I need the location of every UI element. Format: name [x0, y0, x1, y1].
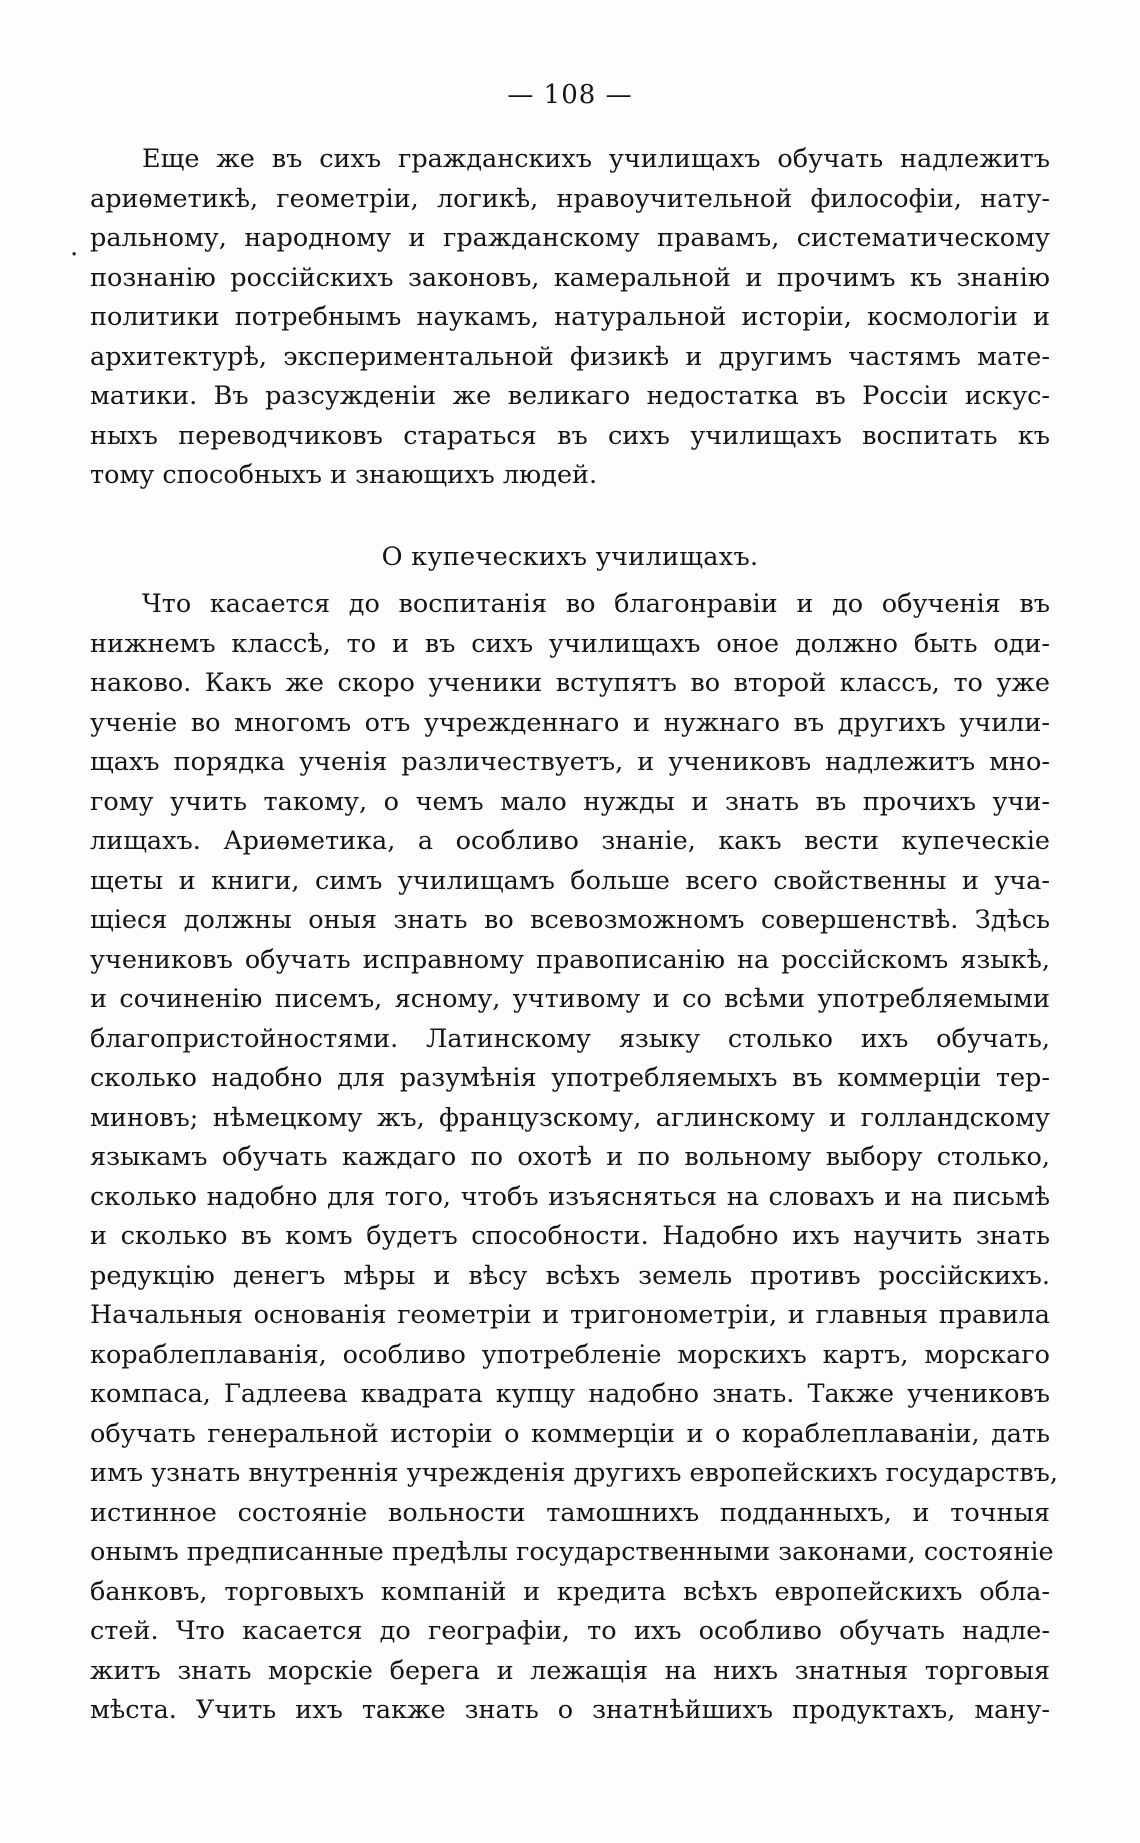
text-line: кораблеплаванія, особливо употребленіе морскихъ картъ, морскаго: [90, 1339, 1050, 1370]
text-line: нижнемъ классѣ, то и въ сихъ училищахъ оное должно быть оди-: [90, 628, 1050, 659]
paragraph-civil-schools: [90, 140, 1050, 496]
text-line: мѣста. Учить ихъ также знать о знатнѣйшихъ продуктахъ, ману-: [90, 1695, 1050, 1725]
text-line: тому способныхъ и знающихъ людей.: [90, 460, 598, 490]
text-line: Еще же въ сихъ гражданскихъ училищахъ обучать надлежитъ: [142, 144, 1050, 174]
text-line: стей. Что касается до географіи, то ихъ особливо обучать надле-: [90, 1616, 1050, 1646]
text-line: ральному, народному и гражданскому правамъ, систематическому: [90, 223, 1050, 253]
paragraph-merchant-schools: [90, 585, 1058, 1731]
text-line: ученіе во многомъ отъ учрежденнаго и нужнаго въ другихъ учили-: [90, 707, 1050, 738]
text-line: языкамъ обучать каждаго по охотѣ и по вольному выбору столько,: [90, 1142, 1050, 1172]
text-line: сколько надобно для того, чтобъ изъясняться на словахъ и на письмѣ: [90, 1181, 1050, 1212]
text-line: и сочиненію писемъ, ясному, учтивому и со всѣми употребляемыми: [90, 984, 1050, 1014]
text-line: имъ узнать внутреннія учрежденія другихъ европейскихъ государствъ,: [90, 1458, 1058, 1488]
text-line: онымъ предписанные предѣлы государственными законами, состояніе: [90, 1537, 1054, 1567]
section-heading: О купеческихъ училищахъ.: [381, 542, 759, 572]
margin-mark: .: [70, 232, 79, 262]
text-line: компаса, Гадлеева квадрата купцу надобно знать. Также учениковъ: [90, 1379, 1050, 1409]
text-line: учениковъ обучать исправному правописанію на россійскомъ языкѣ,: [90, 944, 1050, 975]
page-number: — 108 —: [507, 80, 633, 110]
text-line: архитектурѣ, экспериментальной физикѣ и другимъ частямъ мате-: [90, 341, 1050, 372]
text-line: обучать генеральной исторіи о коммерціи и о кораблеплаваніи, дать: [90, 1418, 1050, 1449]
text-line: лищахъ. Ариѳметика, а особливо знаніе, какъ вести купеческіе: [90, 826, 1050, 856]
text-line: истинное состояніе вольности тамошнихъ подданныхъ, и точныя: [90, 1497, 1050, 1528]
text-line: благопристойностями. Латинскому языку столько ихъ обучать,: [90, 1023, 1050, 1054]
text-line: политики потребнымъ наукамъ, натуральной исторіи, космологіи и: [90, 302, 1050, 332]
text-line: Что касается до воспитанія во благонравіи и до обученія въ: [142, 589, 1050, 619]
text-line: щіеся должны оныя знать во всевозможномъ совершенствѣ. Здѣсь: [90, 905, 1050, 935]
text-line: гому учить такому, о чемъ мало нужды и знать въ прочихъ учи-: [90, 786, 1050, 817]
text-line: щеты и книги, симъ училищамъ больше всего свойственны и уча-: [90, 865, 1050, 896]
text-line: сколько надобно для разумѣнія употребляемыхъ въ коммерціи тер-: [90, 1063, 1050, 1093]
text-line: миновъ; нѣмецкому жъ, французскому, аглинскому и голландскому: [90, 1102, 1050, 1133]
text-line: наково. Какъ же скоро ученики вступятъ во второй классъ, то уже: [90, 668, 1050, 698]
text-line: щахъ порядка ученія различествуетъ, и учениковъ надлежитъ мно-: [90, 747, 1050, 777]
text-line: житъ знать морскіе берега и лежащія на нихъ знатныя торговыя: [90, 1655, 1050, 1686]
text-line: редукцію денегъ мѣры и вѣсу всѣхъ земель противъ россійскихъ.: [90, 1260, 1050, 1291]
text-line: ныхъ переводчиковъ стараться въ сихъ училищахъ воспитать къ: [90, 420, 1050, 451]
text-line: ариѳметикѣ, геометріи, логикѣ, нравоучительной философіи, нату-: [90, 183, 1050, 214]
text-line: банковъ, торговыхъ компаній и кредита всѣхъ европейскихъ обла-: [90, 1576, 1050, 1607]
text-line: познанію россійскихъ законовъ, камеральной и прочимъ къ знанію: [90, 262, 1050, 293]
text-line: и сколько въ комъ будетъ способности. Надобно ихъ научить знать: [90, 1221, 1050, 1251]
text-line: Начальныя основанія геометріи и тригонометріи, и главныя правила: [90, 1300, 1050, 1330]
text-line: матики. Въ разсужденіи же великаго недостатка въ Россіи искус-: [90, 381, 1050, 411]
